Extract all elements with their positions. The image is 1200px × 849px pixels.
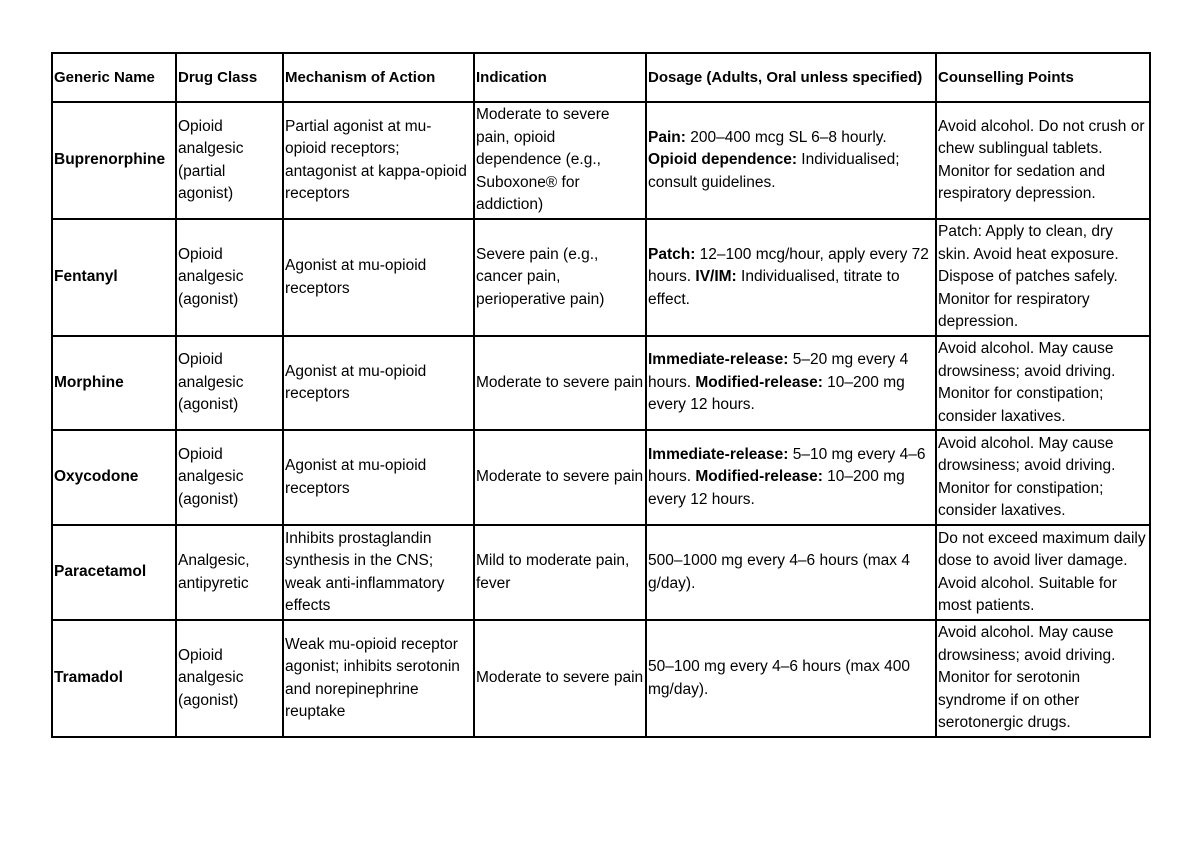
dosage-cell	[646, 336, 936, 430]
generic-name-cell: Oxycodone	[52, 430, 176, 525]
dosage-label: Pain:	[648, 128, 686, 146]
drug-class-cell: Opioid analgesic (agonist)	[176, 219, 283, 336]
drug-class-cell: Opioid analgesic (partial agonist)	[176, 102, 283, 219]
header-mechanism: Mechanism of Action	[283, 53, 474, 102]
dosage-cell	[646, 219, 936, 336]
dosage-text: 5–20 mg every 4 hours.	[648, 351, 909, 391]
header-drug-class: Drug Class	[176, 53, 283, 102]
dosage-text: 10–200 mg every 12 hours.	[648, 373, 905, 414]
mechanism-cell: Agonist at mu-opioid receptors	[283, 336, 474, 430]
generic-name-cell: Tramadol	[52, 620, 176, 737]
header-counselling: Counselling Points	[936, 53, 1150, 102]
dosage-text: 12–100 mcg/hour, apply every 72 hours.	[648, 245, 929, 286]
counselling-cell: Avoid alcohol. May cause drowsiness; avoid driving. Monitor for constipation; consider laxatives.	[936, 430, 1150, 525]
indication-cell: Moderate to severe pain	[474, 430, 646, 525]
counselling-cell: Avoid alcohol. Do not crush or chew sublingual tablets. Monitor for sedation and respiratory depression.	[936, 102, 1150, 219]
generic-name-cell: Morphine	[52, 336, 176, 430]
dosage-cell	[646, 620, 936, 737]
mechanism-cell: Partial agonist at mu-opioid receptors; antagonist at kappa-opioid receptors	[283, 102, 474, 219]
dosage-label: Immediate-release:	[648, 351, 789, 369]
dosage-label: IV/IM:	[695, 268, 737, 286]
indication-cell: Moderate to severe pain	[474, 336, 646, 430]
header-row	[52, 53, 1150, 102]
counselling-cell: Avoid alcohol. May cause drowsiness; avoid driving. Monitor for serotonin syndrome if on other serotonergic drugs.	[936, 620, 1150, 737]
mechanism-cell: Inhibits prostaglandin synthesis in the CNS; weak anti-inflammatory effects	[283, 525, 474, 620]
header-generic-name: Generic Name	[52, 53, 176, 102]
dosage-text: 200–400 mcg SL 6–8 hourly.	[685, 128, 887, 146]
table-row	[52, 430, 1150, 525]
generic-name-cell: Paracetamol	[52, 525, 176, 620]
dosage-text: 50–100 mg every 4–6 hours (max 400 mg/day).	[648, 658, 910, 698]
dosage-label: Patch:	[648, 245, 696, 263]
indication-cell: Severe pain (e.g., cancer pain, perioperative pain)	[474, 219, 646, 336]
dosage-cell	[646, 430, 936, 525]
dosage-cell	[646, 525, 936, 620]
dosage-text: 5–10 mg every 4–6 hours.	[648, 445, 926, 486]
indication-cell: Moderate to severe pain	[474, 620, 646, 737]
table-row	[52, 620, 1150, 737]
header-indication: Indication	[474, 53, 646, 102]
mechanism-cell: Agonist at mu-opioid receptors	[283, 219, 474, 336]
dosage-label: Immediate-release:	[648, 445, 789, 463]
header-dosage: Dosage (Adults, Oral unless specified)	[646, 53, 936, 102]
dosage-cell	[646, 102, 936, 219]
indication-cell: Moderate to severe pain, opioid dependence (e.g., Suboxone® for addiction)	[474, 102, 646, 219]
table-row	[52, 102, 1150, 219]
mechanism-cell: Agonist at mu-opioid receptors	[283, 430, 474, 525]
indication-cell: Mild to moderate pain, fever	[474, 525, 646, 620]
table-row	[52, 336, 1150, 430]
dosage-label: Modified-release:	[695, 373, 823, 391]
drug-table	[51, 52, 1151, 738]
drug-class-cell: Opioid analgesic (agonist)	[176, 336, 283, 430]
dosage-text: Individualised, titrate to effect.	[648, 268, 900, 308]
drug-class-cell: Opioid analgesic (agonist)	[176, 430, 283, 525]
dosage-text: 10–200 mg every 12 hours.	[648, 468, 905, 508]
dosage-label: Modified-release:	[695, 468, 823, 486]
drug-class-cell: Opioid analgesic (agonist)	[176, 620, 283, 737]
drug-class-cell: Analgesic, antipyretic	[176, 525, 283, 620]
counselling-cell: Do not exceed maximum daily dose to avoid liver damage. Avoid alcohol. Suitable for most patients.	[936, 525, 1150, 620]
counselling-cell: Avoid alcohol. May cause drowsiness; avoid driving. Monitor for constipation; consider laxatives.	[936, 336, 1150, 430]
counselling-cell: Patch: Apply to clean, dry skin. Avoid heat exposure. Dispose of patches safely. Monitor for respiratory depression.	[936, 219, 1150, 336]
mechanism-cell: Weak mu-opioid receptor agonist; inhibits serotonin and norepinephrine reuptake	[283, 620, 474, 737]
table-row	[52, 525, 1150, 620]
generic-name-cell: Fentanyl	[52, 219, 176, 336]
table-row	[52, 219, 1150, 336]
dosage-label: Opioid dependence:	[648, 151, 797, 169]
dosage-text: 500–1000 mg every 4–6 hours (max 4 g/day).	[648, 552, 910, 592]
generic-name-cell: Buprenorphine	[52, 102, 176, 219]
dosage-text: Individualised; consult guidelines.	[648, 151, 900, 191]
